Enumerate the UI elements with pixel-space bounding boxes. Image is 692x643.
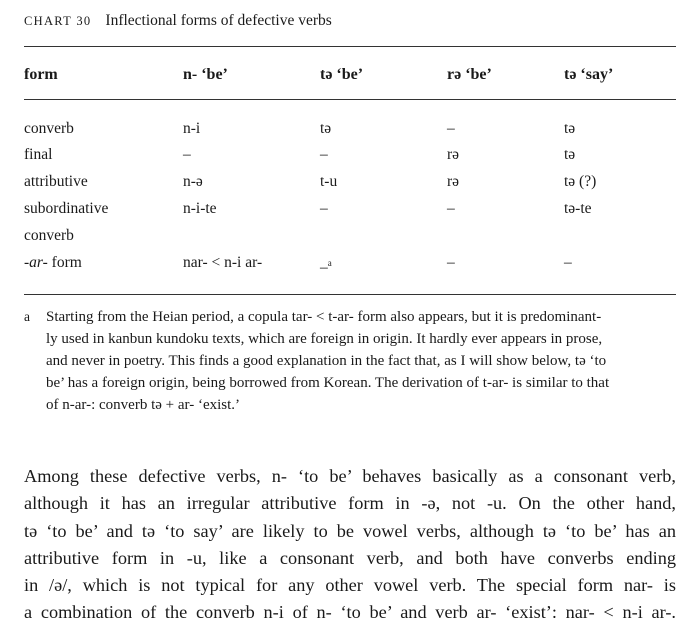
table-cell: n-i-te xyxy=(183,200,217,217)
footnote-line: Starting from the Heian period, a copula tar- < t-ar- form also appears, but it is predominant- xyxy=(46,309,602,325)
paragraph-line: attributive form in -u, like a consonant verb, and both have converbs ending xyxy=(24,547,676,568)
table-cell: – xyxy=(447,254,455,271)
table-cell: tə xyxy=(564,120,576,137)
footnote-text xyxy=(46,306,678,416)
table-cell: – xyxy=(320,200,328,217)
table-cell: tə (?) xyxy=(564,173,597,190)
header-form: form xyxy=(24,66,58,83)
table-cell: tə-te xyxy=(564,200,592,217)
footnote-reference: a xyxy=(327,258,332,268)
footnote-line: of n-ar-: converb tə + ar- ‘exist.’ xyxy=(46,397,241,413)
table-cell: subordinative xyxy=(24,200,109,217)
header-te-be: tə ‘be’ xyxy=(320,66,364,83)
paragraph-line: a combination of the converb n-i of n- ‘to be’ and verb ar- ‘exist’: nar- < n-i ar-. xyxy=(24,602,676,623)
footnote-line: and never in poetry. This finds a good explanation in the fact that, as I will show below, tə ‘to xyxy=(46,353,607,369)
table-header-rule xyxy=(24,99,676,100)
table-cell: nar- < n-i ar- xyxy=(183,254,263,271)
table-cell: converb xyxy=(24,120,74,137)
chart-label: CHART 30 xyxy=(24,14,92,28)
chart-title: Inflectional forms of defective verbs xyxy=(105,12,332,29)
table-cell: attributive xyxy=(24,173,88,190)
paragraph-line: Among these defective verbs, n- ‘to be’ behaves basically as a consonant verb, xyxy=(24,466,676,486)
table-cell: t-u xyxy=(320,173,338,190)
table-cell-value: – xyxy=(320,259,328,276)
table-bottom-rule xyxy=(24,294,676,295)
header-te-say: tə ‘say’ xyxy=(564,66,614,83)
table-cell: – xyxy=(183,146,191,163)
table-top-rule xyxy=(24,46,676,47)
table-cell: – xyxy=(320,146,328,163)
table-cell: final xyxy=(24,146,53,163)
footnote-mark: a xyxy=(24,309,30,324)
table-cell: – xyxy=(564,254,572,271)
table-cell: n-ə xyxy=(183,173,203,190)
paragraph-line: tə ‘to be’ and tə ‘to say’ are likely to be vowel verbs, although tə ‘to be’ has an xyxy=(24,520,676,541)
paragraph-line: in /ə/, which is not typical for any other vowel verb. The special form nar- is xyxy=(24,575,676,596)
table-cell: tə xyxy=(564,146,576,163)
header-n-be: n- ‘be’ xyxy=(183,66,228,83)
header-re-be: rə ‘be’ xyxy=(447,66,492,83)
footnote-line: be’ has a foreign origin, being borrowed from Korean. The derivation of t-ar- is similar to that xyxy=(46,375,610,391)
table-cell: rə xyxy=(447,146,460,163)
table-cell: – xyxy=(447,120,455,137)
table-cell: – xyxy=(447,200,455,217)
footnote-line: ly used in kanbun kundoku texts, which are foreign in origin. It hardly ever appears in prose, xyxy=(46,331,603,347)
table-cell: converb xyxy=(24,227,74,244)
table-cell: n-i xyxy=(183,120,201,137)
body-paragraph xyxy=(24,463,676,627)
table-cell xyxy=(320,253,332,278)
table-cell: -ar- form xyxy=(24,254,82,271)
paragraph-line: although it has an irregular attributive form in -ə, not -u. On the other hand, xyxy=(24,493,676,514)
chart-caption xyxy=(24,12,332,30)
table-cell: tə xyxy=(320,120,332,137)
table-cell: rə xyxy=(447,173,460,190)
